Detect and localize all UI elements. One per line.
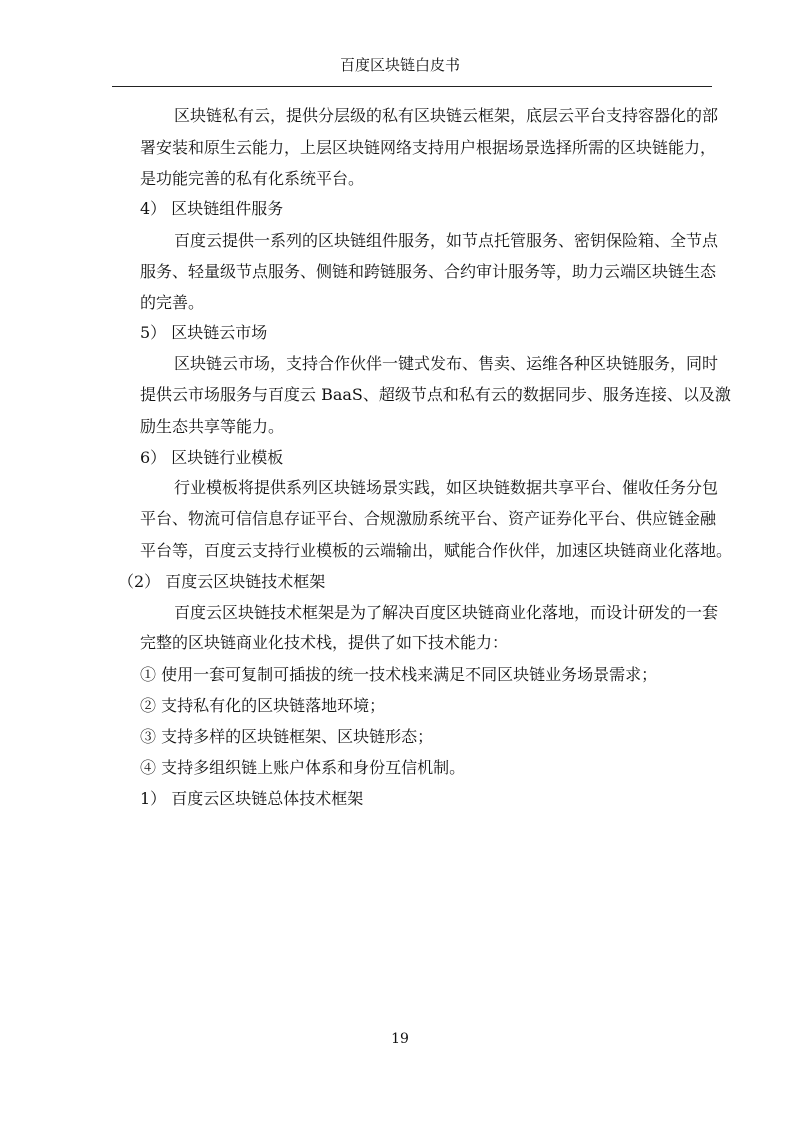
page-number: 19 <box>391 1031 409 1047</box>
section-heading: （2） 百度云区块链技术框架 <box>118 572 326 591</box>
body-line: 是功能完善的私有化系统平台。 <box>140 169 365 188</box>
body-line: 平台、物流可信信息存证平台、合规激励系统平台、资产证券化平台、供应链金融 <box>140 509 717 528</box>
body-line: 服务、轻量级节点服务、侧链和跨链服务、合约审计服务等，助力云端区块链生态 <box>140 262 717 281</box>
list-item: ③ 支持多样的区块链框架、区块链形态； <box>140 727 434 746</box>
body-line: 百度云区块链技术框架是为了解决百度区块链商业化落地，而设计研发的一套 <box>174 603 719 622</box>
body-line: 的完善。 <box>140 293 205 312</box>
body-line: 平台等，百度云支持行业模板的云端输出，赋能合作伙伴，加速区块链商业化落地。 <box>140 541 733 560</box>
section-heading: 4） 区块链组件服务 <box>140 199 284 218</box>
body-line: 区块链私有云，提供分层级的私有区块链云框架，底层云平台支持容器化的部 <box>174 106 719 125</box>
body-line: 百度云提供一系列的区块链组件服务，如节点托管服务、密钥保险箱、全节点 <box>174 231 719 250</box>
section-heading: 5） 区块链云市场 <box>140 323 268 342</box>
body-line: 行业模板将提供系列区块链场景实践，如区块链数据共享平台、催收任务分包 <box>174 478 719 497</box>
body-line: 提供云市场服务与百度云 BaaS、超级节点和私有云的数据同步、服务连接、以及激 <box>140 385 731 404</box>
list-item: ④ 支持多组织链上账户体系和身份互信机制。 <box>140 758 466 777</box>
body-line: 励生态共享等能力。 <box>140 417 285 436</box>
list-item: ① 使用一套可复制可插拔的统一技术栈来满足不同区块链业务场景需求； <box>140 665 658 684</box>
body-line: 区块链云市场，支持合作伙伴一键式发布、售卖、运维各种区块链服务，同时 <box>174 354 719 373</box>
list-item: ② 支持私有化的区块链落地环境； <box>140 696 386 715</box>
section-heading: 6） 区块链行业模板 <box>140 448 284 467</box>
running-header-title: 百度区块链白皮书 <box>339 56 460 74</box>
body-line: 完整的区块链商业化技术栈，提供了如下技术能力： <box>140 633 509 652</box>
body-line: 署安装和原生云能力，上层区块链网络支持用户根据场景选择所需的区块链能力， <box>140 138 717 157</box>
section-heading: 1） 百度云区块链总体技术框架 <box>140 789 364 808</box>
